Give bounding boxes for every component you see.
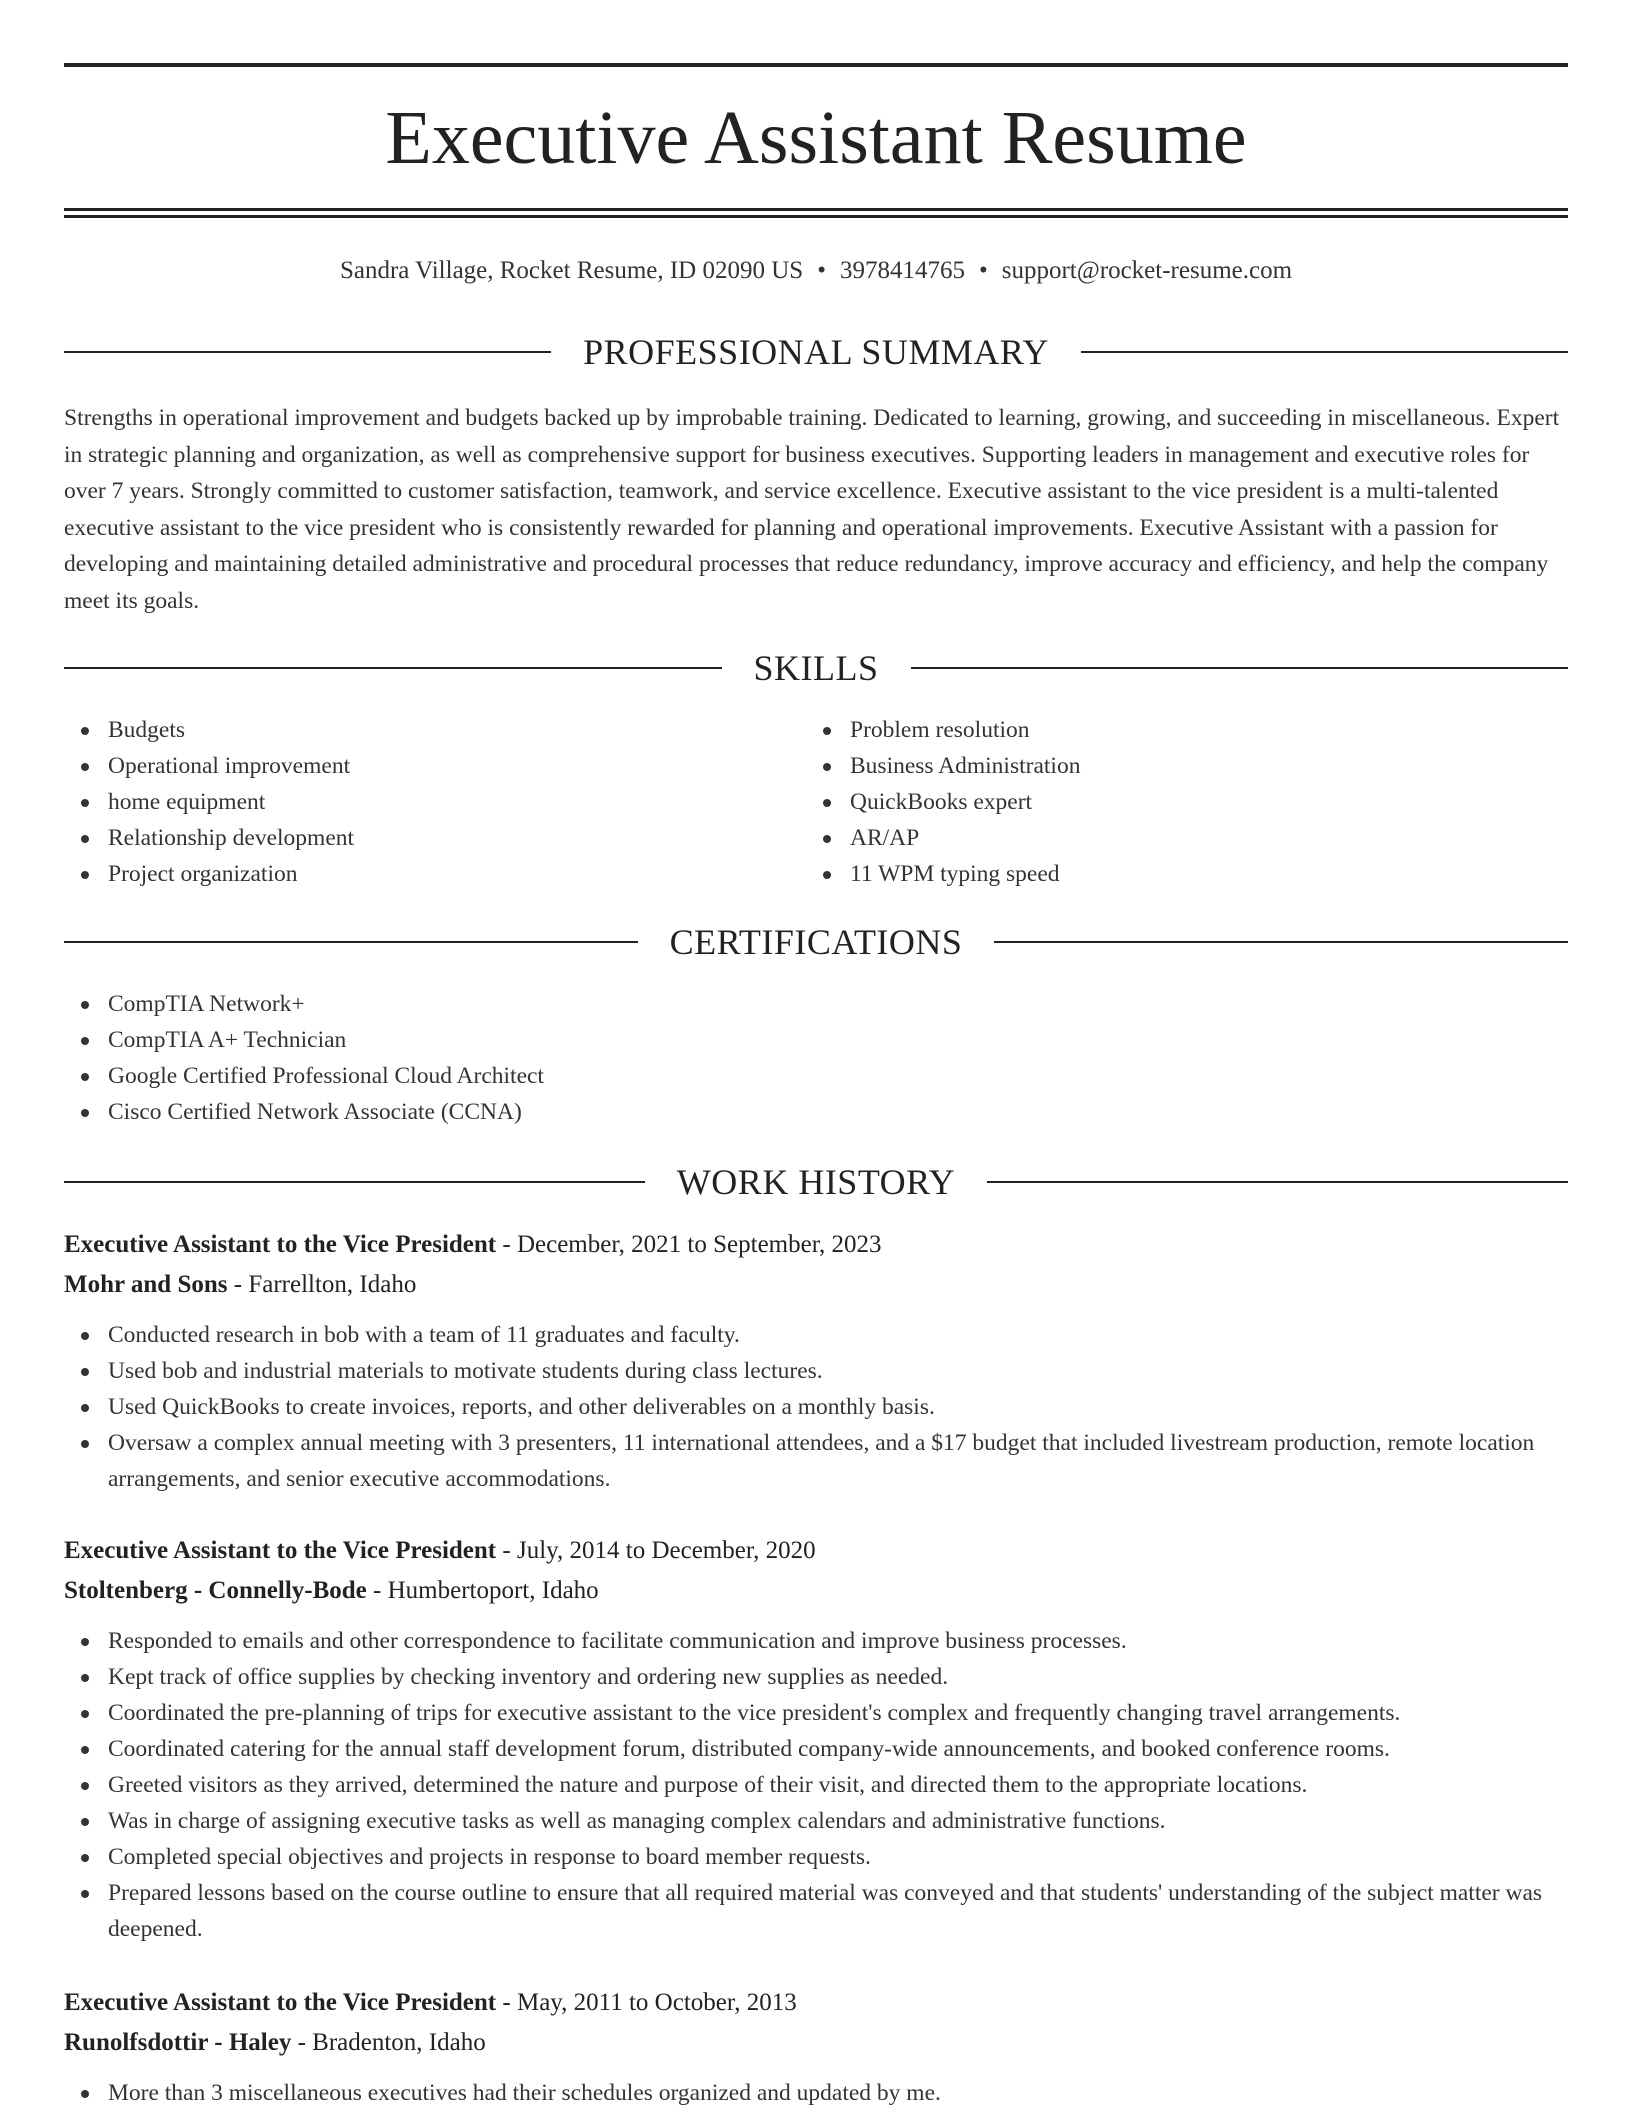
- contact-address: Sandra Village, Rocket Resume, ID 02090 US: [339, 257, 804, 284]
- section-heading-work-history: [64, 1160, 1568, 1204]
- job-company-line: [64, 1265, 1568, 1305]
- job-duty: Conducted research in bob with a team of 11 graduates and faculty.: [64, 1317, 1568, 1353]
- contact-phone: 3978414765: [839, 257, 965, 284]
- job-company: Stoltenberg - Connelly-Bode: [64, 1577, 367, 1604]
- heading-rule: [64, 351, 551, 353]
- contact-email: support@rocket-resume.com: [1001, 257, 1293, 284]
- job-entry: [64, 1225, 1568, 1497]
- skill-item: home equipment: [64, 784, 804, 820]
- section-heading-certifications: [64, 920, 1568, 964]
- job-dates: - December, 2021 to September, 2023: [496, 1231, 882, 1258]
- title-rule-lower: [64, 215, 1568, 218]
- heading-rule: [64, 667, 722, 669]
- section-title: PROFESSIONAL SUMMARY: [583, 332, 1049, 372]
- title-rule-upper: [64, 208, 1568, 211]
- skill-item: Operational improvement: [64, 748, 804, 784]
- skill-item: QuickBooks expert: [806, 784, 1566, 820]
- resume-title: Executive Assistant Resume: [385, 96, 1247, 180]
- job-entry: [64, 1531, 1568, 1947]
- skill-item: Budgets: [64, 712, 804, 748]
- contact-separator: •: [978, 257, 988, 284]
- job-title: Executive Assistant to the Vice President: [64, 1989, 497, 2016]
- job-duty: Coordinated catering for the annual staff development forum, distributed company-wide announcements, and booked conference rooms.: [64, 1731, 1568, 1767]
- contact-line: [64, 254, 1568, 288]
- certification-item: Cisco Certified Network Associate (CCNA): [64, 1094, 1568, 1130]
- job-company-line: [64, 1571, 1568, 1611]
- job-duties-list: [64, 1623, 1568, 1947]
- heading-rule: [911, 667, 1569, 669]
- skills-list-left: [64, 712, 804, 892]
- job-duty: Responded to emails and other correspondence to facilitate communication and improve business processes.: [64, 1623, 1568, 1659]
- job-title-line: [64, 1225, 1568, 1265]
- top-rule: [64, 63, 1568, 67]
- certification-item: Google Certified Professional Cloud Architect: [64, 1058, 1568, 1094]
- job-location: - Humbertoport, Idaho: [366, 1577, 599, 1604]
- job-duty: Kept track of office supplies by checking inventory and ordering new supplies as needed.: [64, 1659, 1568, 1695]
- skill-item: AR/AP: [806, 820, 1566, 856]
- certification-item: CompTIA Network+: [64, 986, 1568, 1022]
- section-heading-skills: [64, 646, 1568, 690]
- contact-separator: •: [817, 257, 826, 284]
- job-company: Mohr and Sons: [64, 1271, 228, 1298]
- job-title: Executive Assistant to the Vice President: [64, 1537, 497, 1564]
- heading-rule: [64, 1181, 645, 1183]
- skill-item: Project organization: [64, 856, 804, 892]
- job-duty: Was in charge of assigning executive tasks as well as managing complex calendars and administrative functions.: [64, 1803, 1568, 1839]
- certification-item: CompTIA A+ Technician: [64, 1022, 1568, 1058]
- job-title: Executive Assistant to the Vice President: [64, 1231, 497, 1258]
- summary-paragraph: Strengths in operational improvement and budgets backed up by improbable training. Dedicated to learning, growing, and succeeding in miscellaneous. Expert in strategic planning and organization, as well as comprehensive support for business executives. Supporting leaders in management and executive roles for over 7 years. Strongly committed to customer satisfaction, teamwork, and service excellence. Executive assistant to the vice president is a multi-talented executive assistant to the vice president who is consistently rewarded for planning and operational improvements. Executive Assistant with a passion for developing and maintaining detailed administrative and procedural processes that reduce redundancy, improve accuracy and efficiency, and help the company meet its goals.: [64, 405, 1560, 614]
- heading-rule: [1081, 351, 1568, 353]
- job-duty: Coordinated the pre-planning of trips for executive assistant to the vice president's complex and frequently changing travel arrangements.: [64, 1695, 1568, 1731]
- job-company: Runolfsdottir - Haley: [64, 2029, 292, 2056]
- job-entry: [64, 1983, 1568, 2111]
- skill-item: Problem resolution: [806, 712, 1566, 748]
- job-duty: Used QuickBooks to create invoices, reports, and other deliverables on a monthly basis.: [64, 1389, 1568, 1425]
- skill-item: Business Administration: [806, 748, 1566, 784]
- job-location: - Farrellton, Idaho: [227, 1271, 417, 1298]
- section-title: CERTIFICATIONS: [669, 922, 963, 962]
- certifications-list: [64, 986, 1568, 1130]
- job-company-line: [64, 2023, 1568, 2063]
- job-title-line: [64, 1983, 1568, 2023]
- job-duty: Used bob and industrial materials to motivate students during class lectures.: [64, 1353, 1568, 1389]
- section-title: WORK HISTORY: [676, 1162, 956, 1202]
- job-duty: More than 3 miscellaneous executives had their schedules organized and updated by me.: [64, 2075, 1568, 2111]
- skills-list-right: [806, 712, 1566, 892]
- job-dates: - May, 2011 to October, 2013: [496, 1989, 797, 2016]
- skill-item: 11 WPM typing speed: [806, 856, 1566, 892]
- job-location: - Bradenton, Idaho: [291, 2029, 486, 2056]
- job-duty: Prepared lessons based on the course outline to ensure that all required material was conveyed and that students' understanding of the subject matter was deepened.: [64, 1875, 1568, 1947]
- job-title-line: [64, 1531, 1568, 1571]
- job-duties-list: [64, 1317, 1568, 1497]
- job-dates: - July, 2014 to December, 2020: [496, 1537, 816, 1564]
- section-title: SKILLS: [753, 648, 879, 688]
- heading-rule: [987, 1181, 1568, 1183]
- job-duties-list: [64, 2075, 1568, 2111]
- section-heading-summary: [64, 330, 1568, 374]
- heading-rule: [64, 941, 638, 943]
- job-duty: Oversaw a complex annual meeting with 3 presenters, 11 international attendees, and a $17 budget that included livestream production, remote location arrangements, and senior executive accommodations.: [64, 1425, 1568, 1497]
- job-duty: Completed special objectives and projects in response to board member requests.: [64, 1839, 1568, 1875]
- job-duty: Greeted visitors as they arrived, determined the nature and purpose of their visit, and directed them to the appropriate locations.: [64, 1767, 1568, 1803]
- skill-item: Relationship development: [64, 820, 804, 856]
- heading-rule: [994, 941, 1568, 943]
